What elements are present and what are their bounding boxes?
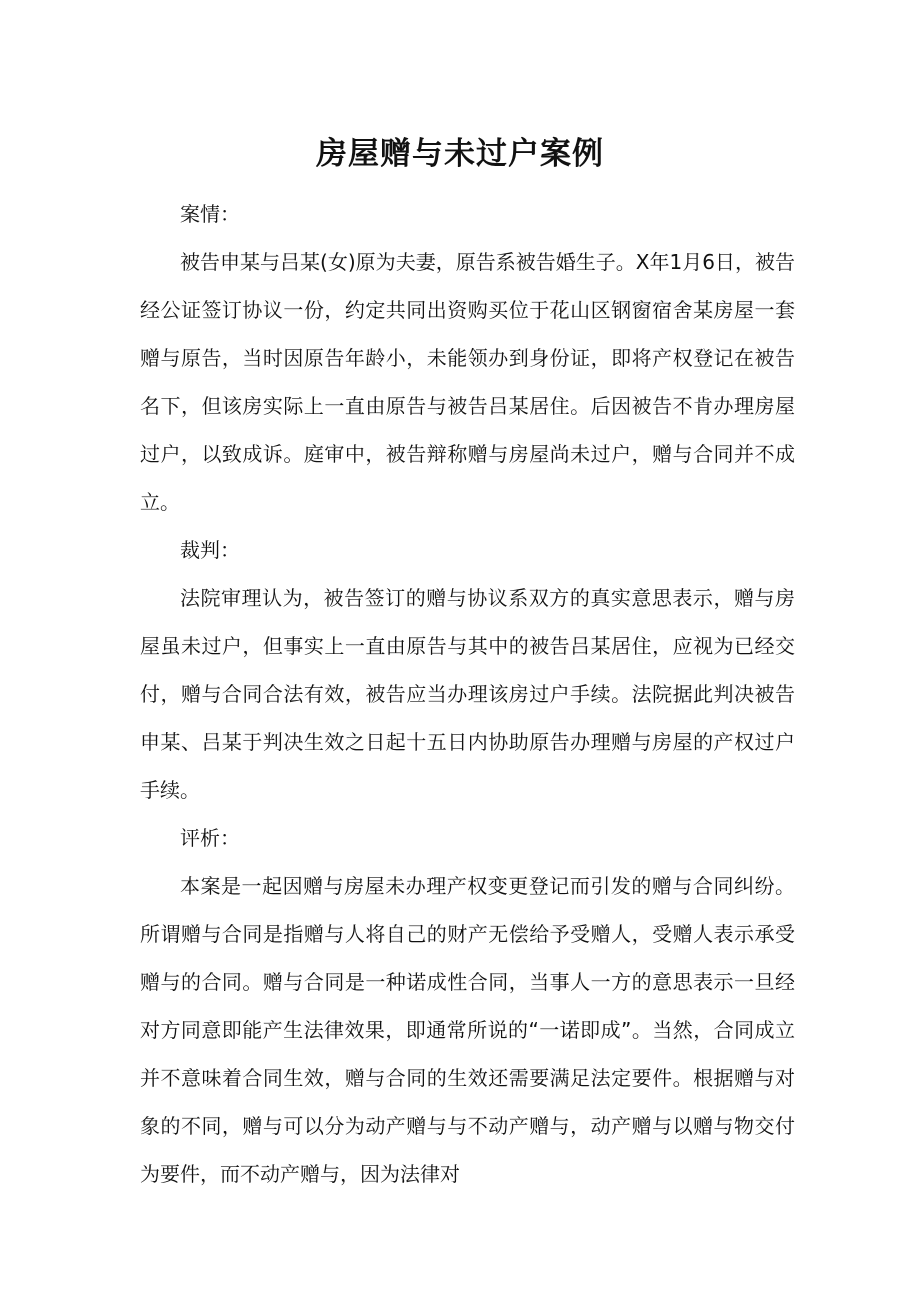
document-title: 房屋赠与未过户案例 — [316, 136, 604, 172]
section-paragraph-case: 被告申某与吕某(女)原为夫妻，原告系被告婚生子。X年1月6日，被告经公证签订协议一份，约定共同出资购买位于花山区钢窗宿舍某房屋一套赠与原告，当时因原告年龄小，未能领办到身份证，即将产权登记在被告名下，但该房实际上一直由原告与被告吕某居住。后因被告不肯办理房屋过户，以致成诉。庭审中，被告辩称赠与房屋尚未过户，赠与合同并不成立。 — [140, 250, 795, 514]
section-heading-case: 案情： — [180, 202, 240, 226]
document-body — [140, 190, 795, 1198]
section-paragraph-analysis: 本案是一起因赠与房屋未办理产权变更登记而引发的赠与合同纠纷。所谓赠与合同是指赠与人将自己的财产无偿给予受赠人，受赠人表示承受赠与的合同。赠与合同是一种诺成性合同，当事人一方的意思表示一旦经对方同意即能产生法律效果，即通常所说的“一诺即成”。当然，合同成立并不意味着合同生效，赠与合同的生效还需要满足法定要件。根据赠与对象的不同，赠与可以分为动产赠与与不动产赠与，动产赠与以赠与物交付为要件，而不动产赠与，因为法律对 — [140, 874, 795, 1186]
section-heading-judgment: 裁判： — [180, 538, 240, 562]
section-heading-analysis: 评析： — [180, 826, 240, 850]
section-paragraph-judgment: 法院审理认为，被告签订的赠与协议系双方的真实意思表示，赠与房屋虽未过户，但事实上一直由原告与其中的被告吕某居住，应视为已经交付，赠与合同合法有效，被告应当办理该房过户手续。法院据此判决被告申某、吕某于判决生效之日起十五日内协助原告办理赠与房屋的产权过户手续。 — [140, 586, 795, 802]
